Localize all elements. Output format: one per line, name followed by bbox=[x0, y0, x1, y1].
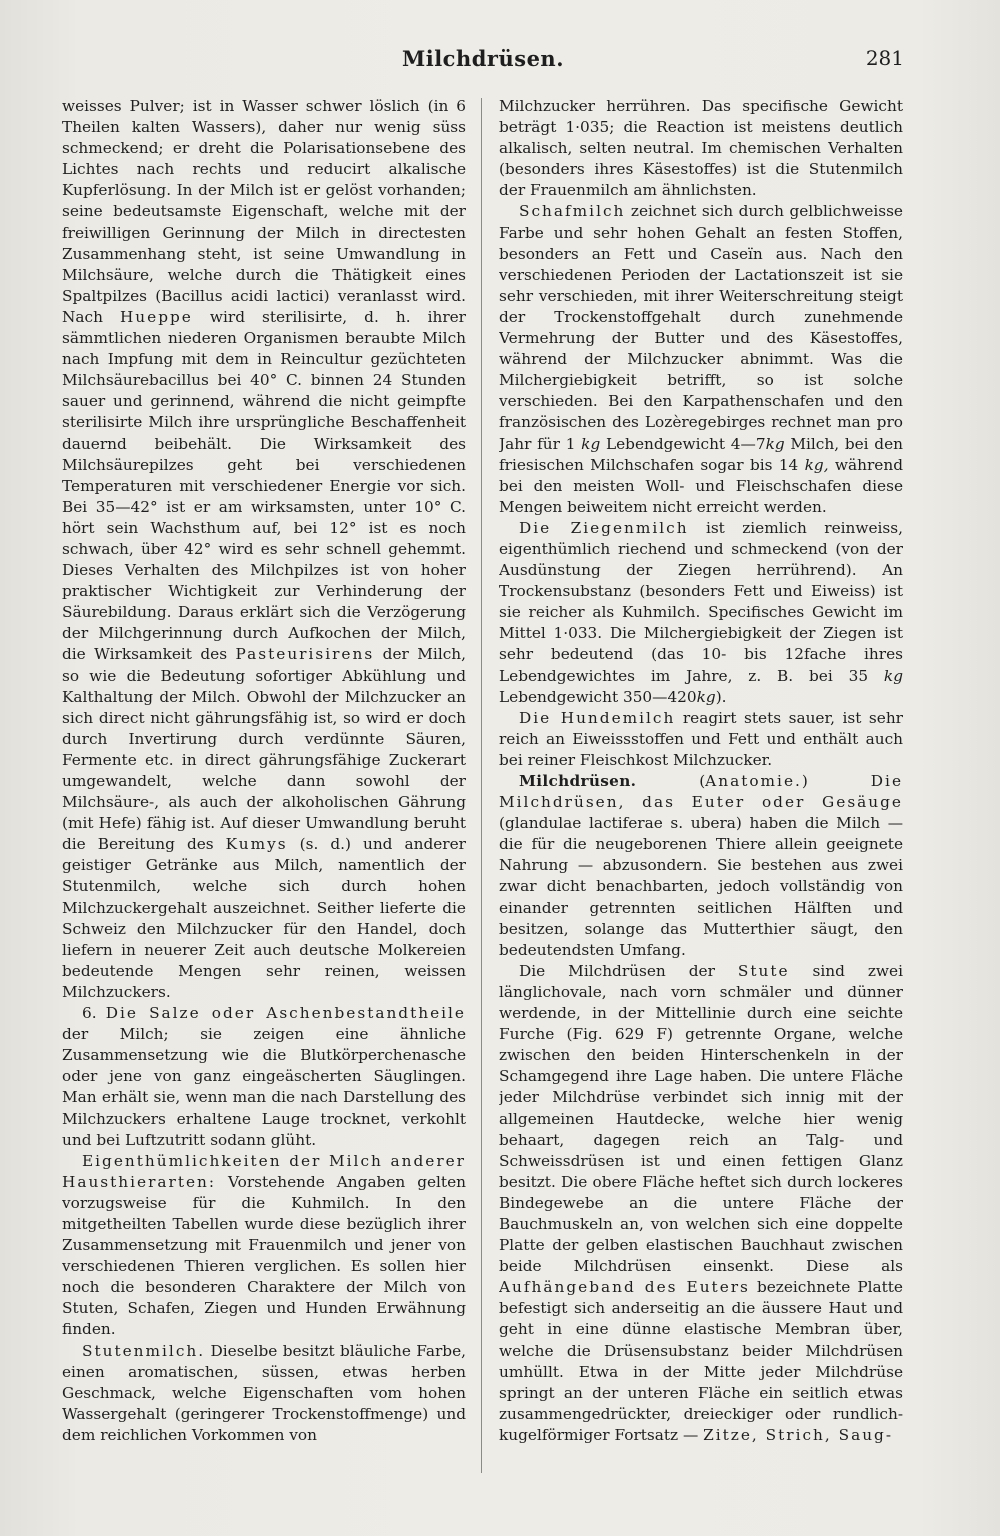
text-run: Vorstehende Angaben gelten vorzugsweise für die Kuhmilch. In den mitgetheilten Tabellen wurde diese bezüglich ihrer Zusammensetzung mit Frauenmilch und jener von verschiedenen Thieren verglichen. Es sollen hier noch die besonderen Charaktere der Milch von Stuten, Schafen, Ziegen und Hunden Erwähnung finden. bbox=[62, 1172, 466, 1339]
text-run: während bei den meisten Woll- und Fleischschafen diese Mengen beiweitem nicht erreicht werden. bbox=[499, 455, 903, 516]
paragraph-hundemilch bbox=[499, 708, 903, 771]
paragraph-stute bbox=[499, 961, 903, 1446]
spaced-term: Die Salze oder Aschenbestandtheile bbox=[105, 1004, 466, 1023]
spaced-term: Die Milchdrüsen, das Euter oder Gesäuge bbox=[499, 772, 903, 812]
text-run: Dieselbe besitzt bläuliche Farbe, einen aromatischen, süssen, etwas herben Geschmack, welche Eigenschaften vom hohen Wassergehalt (geringerer Trockenstoffmenge) und dem reichlichen Vorkommen von bbox=[62, 1341, 466, 1444]
spaced-term: Kumys bbox=[225, 835, 288, 854]
text-run: Milch, bei den friesischen Milchschafen sogar bis 14 bbox=[499, 434, 903, 474]
text-run: reagirt stets sauer, ist sehr reich an Eiweissstoffen und Fett und enthält auch bei reiner Fleischkost Milchzucker. bbox=[499, 708, 903, 769]
spaced-term: Aufhängeband des Euters bbox=[499, 1278, 750, 1297]
spaced-term: Stutenmilch. bbox=[82, 1341, 206, 1360]
entry-headword: Milchdrüsen. bbox=[519, 772, 637, 790]
column-divider bbox=[481, 98, 482, 1473]
text-run: ( bbox=[699, 772, 706, 790]
paragraph-eigenthuemlichkeiten bbox=[62, 1151, 466, 1341]
paragraph-ziegenmilch bbox=[499, 518, 903, 708]
spaced-term: Eigenthümlichkeiten der Milch anderer Hausthierarten: bbox=[62, 1151, 466, 1191]
text-run: wird sterilisirte, d. h. ihrer sämmtlichen niederen Organismen beraubte Milch nach Impfung mit dem in Reincultur gezüchteten Milchsäurebacillus bei 40° C. binnen 24 Stunden sauer und gerinnend, während die nicht geimpfte sterilisirte Milch ihre ursprüngliche Beschaffenheit dauernd beibehält. Die Wirksamkeit des Milchsäurepilzes geht bei verschiedenen Temperaturen mit verschiedener Energie vor sich. Bei 35—42° ist er am wirksamsten, unter 10° C. hört sein Wachsthum auf, bei 12° ist es noch schwach, über 42° wird es sehr schnell gehemmt. Dieses Verhalten des Milchpilzes ist von hoher praktischer Wichtigkeit zur Verhinderung der Säurebildung. Daraus erklärt sich die Verzögerung der Milchgerinnung durch Aufkochen der Milch, die Wirksamkeit des bbox=[62, 307, 466, 664]
spaced-term: Schafmilch bbox=[519, 202, 626, 221]
paragraph-stutenmilch-cont bbox=[499, 96, 903, 201]
text-run: (s. d.) und anderer geistiger Getränke aus Milch, namentlich der Stutenmilch, welche sich durch hohen Milchzuckergehalt auszeichnet. Seither lieferte die Schweiz den Milchzucker für den Handel, doch liefern in neuerer Zeit auch deutsche Molkereien bedeutende Mengen sehr reinen, weissen Milchzuckers. bbox=[62, 835, 466, 1001]
left-column bbox=[62, 96, 466, 1496]
text-run: Lebendgewicht 4—7 bbox=[605, 434, 766, 453]
spaced-name: Hueppe bbox=[119, 307, 193, 326]
text-run: (glandulae lactiferae s. ubera) haben die Milch — die für die neugeborenen Thiere allein geeignete Nahrung — abzusondern. Sie bestehen aus zwei zwar dicht benachbarten, jedoch vollständig von einander getrennten seitlichen Hälften und besitzen, solange das Mutterthier säugt, den bedeutendsten Umfang. bbox=[499, 814, 903, 959]
page-number: 281 bbox=[865, 46, 904, 70]
text-run: zeichnet sich durch gelblichweisse Farbe und sehr hohen Gehalt an festen Stoffen, besonders an Fett und Caseïn aus. Nach den verschiedenen Perioden der Lactationszeit ist sie sehr verschieden, mit ihrer Weiterschreitung steigt der Trockenstoffgehalt durch zunehmende Vermehrung der Butter und des Käsestoffes, während der Milchzucker abnimmt. Was die Milchergiebigkeit betrifft, so ist solche verschieden. Bei den Karpathenschafen und den französischen des Lozèregebirges rechnet man pro Jahr für 1 bbox=[499, 202, 903, 453]
spaced-term: Pasteurisirens bbox=[235, 645, 375, 664]
right-column bbox=[499, 96, 903, 1496]
spaced-term: Die Hundemilch bbox=[519, 708, 676, 727]
text-run: der Milch; sie zeigen eine ähnliche Zusammensetzung wie die Blutkörperchenasche oder jene von ganz eingeäscherten Säuglingen. Man erhält sie, wenn man die nach Darstellung des Milchzuckers erhaltene Lauge trocknet, verkohlt und bei Luftzutritt sodann glüht. bbox=[62, 1025, 466, 1149]
unit-kg: kg bbox=[883, 666, 903, 685]
text-run: Milchzucker herrühren. Das specifische Gewicht beträgt 1·035; die Reaction ist meistens deutlich alkalisch, selten neutral. Im chemischen Verhalten (besonders ihres Käsestoffes) ist die Stutenmilch der Frauenmilch am ähnlichsten. bbox=[499, 97, 903, 200]
text-run: ist ziemlich reinweiss, eigenthümlich riechend und schmeckend (von der Ausdünstung der Ziegen herrührend). An Trockensubstanz (besonders Fett und Eiweiss) ist sie reicher als Kuhmilch. Specifisches Gewicht im Mittel 1·033. Die Milchergiebigkeit der Ziegen ist sehr bedeutend (das 10- bis 12fache ihres Lebendgewichtes im Jahre, z. B. bei 35 bbox=[499, 518, 903, 685]
spaced-term: Stute bbox=[737, 961, 790, 980]
page-title: Milchdrüsen. bbox=[401, 46, 565, 71]
text-run: sind zwei länglichovale, nach vorn schmäler und dünner werdende, in der Mittellinie durch eine seichte Furche (Fig. 629 F) getrennte Organe, welche zwischen den beiden Hinterschenkeln in der Schamgegend ihre Lage haben. Die untere Fläche jeder Milchdrüse verbindet sich innig mit der allgemeinen Hautdecke, welche hier wenig behaart, dagegen reich an Talg- und Schweissdrüsen ist und einen fettigen Glanz besitzt. Die obere Fläche heftet sich durch lockeres Bindegewebe an die untere Fläche der Bauchmuskeln an, von welchen sich eine doppelte Platte der gelben elastischen Bauchhaut zwischen beide Milchdrüsen einsenkt. Diese als bbox=[499, 961, 903, 1276]
unit-kg: kg bbox=[581, 434, 601, 453]
text-run: weisses Pulver; ist in Wasser schwer löslich (in 6 Theilen kalten Wassers), daher nur wenig süss schmeckend; er dreht die Polarisationsebene des Lichtes nach rechts und reducirt alkalische Kupferlösung. In der Milch ist er gelöst vorhanden; seine bedeutsamste Eigenschaft, welche mit der freiwilligen Gerinnung der Milch in directesten Zusammenhang steht, ist seine Umwandlung in Milchsäure, welche durch die Thätigkeit eines Spaltpilzes (Bacillus acidi lactici) veranlasst wird. Nach bbox=[62, 97, 466, 326]
text-run: Die Milchdrüsen der bbox=[519, 961, 715, 980]
paragraph-milchzucker bbox=[62, 96, 466, 1003]
paragraph-stutenmilch bbox=[62, 1341, 466, 1446]
text-run: ). bbox=[715, 687, 727, 706]
text-run: bezeichnete Platte befestigt sich anderseitig an die äussere Haut und geht in eine dünne elastische Membran über, welche die Drüsensubstanz beider Milchdrüsen umhüllt. Etwa in der Mitte jeder Milchdrüse springt an der unteren Fläche ein seitlich etwas zusammengedrückter, dreieckiger oder rundlich-kugelförmiger Fortsatz — bbox=[499, 1278, 903, 1444]
unit-kg: kg bbox=[696, 687, 716, 706]
spaced-term: Anatomie. bbox=[705, 772, 802, 790]
paragraph-schafmilch bbox=[499, 201, 903, 517]
text-run: ) bbox=[801, 772, 808, 790]
text-run: der Milch, so wie die Bedeutung sofortiger Abkühlung und Kalthaltung der Milch. Obwohl der Milchzucker an sich direct nicht gährungsfähig ist, so wird er doch durch Invertirung durch verdünnte Säuren, Fermente etc. in direct gährungsfähige Zuckerart umgewandelt, welche dann sowohl der Milchsäure-, als auch der alkoholischen Gährung (mit Hefe) fähig ist. Auf dieser Umwandlung beruht die Bereitung des bbox=[62, 645, 466, 854]
unit-kg: kg bbox=[765, 434, 785, 453]
paragraph-salze bbox=[62, 1003, 466, 1151]
running-header bbox=[62, 46, 904, 76]
unit-kg: kg, bbox=[804, 455, 829, 474]
item-number: 6. bbox=[82, 1004, 97, 1023]
spaced-term: Zitze, Strich, Saug- bbox=[703, 1425, 894, 1444]
text-run: Lebendgewicht 350—420 bbox=[499, 687, 697, 706]
spaced-term: Die Ziegenmilch bbox=[519, 518, 689, 537]
paragraph-milchdruesen-anatomie bbox=[499, 771, 903, 961]
